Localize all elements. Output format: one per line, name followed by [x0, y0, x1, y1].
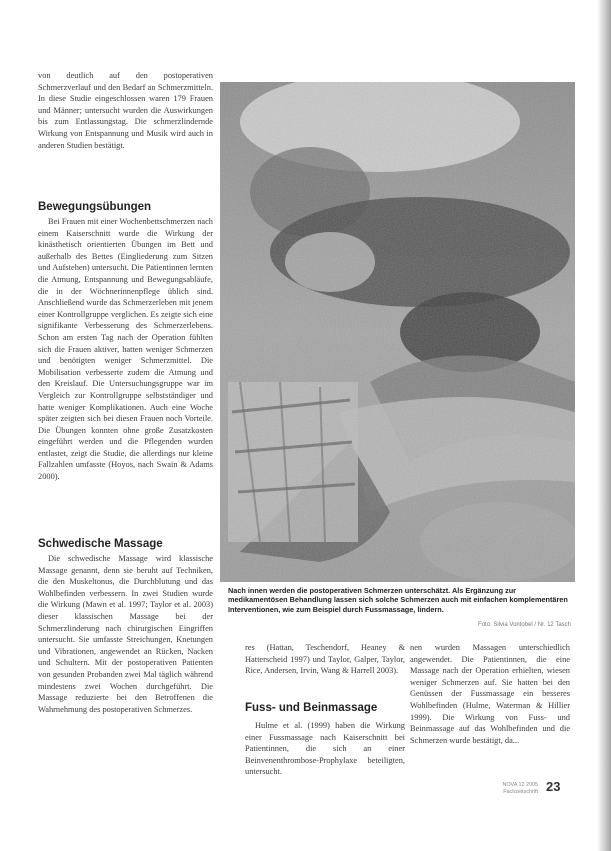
- mid-top-paragraph: res (Hattan, Teschendorf, Heaney & Hatterscheid 1997) und Taylor, Galper, Taylor, Rice, Andersen, Irvin, Wang & Harrell 2003).: [245, 643, 405, 676]
- section-heading-bewegungsuebungen: Bewegungsübungen: [38, 201, 152, 213]
- photo-illustration: [220, 82, 575, 582]
- article-column-intro: [38, 70, 213, 151]
- page-edge-shadow: [597, 0, 611, 851]
- section-heading-fuss-beinmassage: Fuss- und Beinmassage: [245, 702, 378, 714]
- article-column-bewegung: [38, 216, 213, 483]
- section-heading-schwedische-massage: Schwedische Massage: [38, 538, 163, 550]
- photo-credit: Foto: Silvia Vontobel / Nr. 12 Tasch: [478, 622, 571, 628]
- intro-paragraph: von deutlich auf den postoperativen Schmerzverlauf und den Bedarf an Schmerzmitteln. In diese Studie eingeschlossen waren 179 Frauen und Männer; untersucht wurden die Auswirkungen bis zum Entlassungstag. Die schmerzlindernde Wirkung von Entspannung und Musik wird auch in anderen Studien bestätigt.: [38, 71, 213, 150]
- magazine-footer: NOVA 12 2005 Fachzeitschrift: [502, 782, 538, 795]
- article-column-fuss: [245, 720, 405, 778]
- article-column-right: [410, 642, 570, 746]
- foot-massage-photo: [220, 82, 575, 582]
- schwedisch-paragraph: Die schwedische Massage wird klassische Massage genannt, denn sie beruht auf Techniken, die den Muskeltonus, die Durchblutung und das Wohlbefinden verbessern. In zwei Studien wurde die Wirkung (Mawn et al. 1997; Taylor et al. 2003) dieser klassischen Massage bei der Schmerzlinderung nach chirurgischen Eingriffen untersucht. Sie umfasste Streichungen, Knetungen und Vibrationen, angewendet an Rücken, Nacken und Schultern. Mit der postoperativen Patienten von gesunden Probanden zwei Mal täglich während mindestens zwei Wochen durchgeführt. Die Massage reduzierte bei den Betroffenen die Wahrnehmung des postoperativen Schmerzes.: [38, 554, 213, 714]
- fuss-paragraph: Hulme et al. (1999) haben die Wirkung einer Fussmassage nach Kaiserschnitt bei Patientinnen, die sich an einer Beinvenenthrombose-Prophylaxe beteiligten, untersucht.: [245, 721, 405, 777]
- article-column-schwedisch: [38, 553, 213, 715]
- right-paragraph: nen wurden Massagen unterschiedlich angewendet. Die Patientinnen, die eine Massage nach der Operation erhielten, wiesen weniger Schmerzen auf. Sie hatten bei den Genüssen der Fussmassage ein besseres Wohlbefinden (Hulme, Waterman & Hillier 1999). Die Wirkung von Fuss- und Beinmassage auf das Wohlbefinden und die Schmerzen wurde bestätigt, da...: [410, 643, 570, 745]
- figure-caption: Nach innen werden die postoperativen Schmerzen unterschätzt. Als Ergänzung zur medikamentösen Behandlung lassen sich solche Schmerzen auch mit einfachen komplementären Interventionen, wie zum Beispiel durch Fussmassage, lindern.: [228, 586, 568, 614]
- article-column-mid-top: [245, 642, 405, 677]
- page-number: 23: [546, 779, 561, 794]
- bewegung-paragraph: Bei Frauen mit einer Wochenbettschmerzen nach einem Kaiserschnitt wurde die Wirkung der kinästhetisch orientierten Übungen im Bett und außerhalb des Bettes (Eingliederung zum Sitzen und Aufstehen) untersucht. Die Patientinnen lernten die Atmung, Entspannung und Bewegungsabläufe, die in der Wöchnerinnenpflege üblich sind. Anschließend wurde das Schmerzerleben mit jenem einer Kontrollgruppe verglichen. Es zeigte sich eine signifikante Verbesserung des Schmerzerlebens. Schon am ersten Tag nach der Operation fühlten sich die Frauen aktiver, hatten weniger Schmerzen und benötigten weniger Schmerzmittel. Die Mobilisation verbesserte zudem die Atmung und den Kreislauf. Die Untersuchungsgruppe war im Vergleich zur Kontrollgruppe selbstständiger und hatte weniger Komplikationen. Auch eine Woche später zeigten sich bei diesen Frauen noch Vorteile. Die Übungen konnten ohne große Zusatzkosten eingeführt werden und die Pflegenden wurden entlastet, zeigt die Studie, die allerdings nur kleine Fallzahlen umfasste (Hoyos, nach Swain & Adams 2000).: [38, 217, 213, 482]
